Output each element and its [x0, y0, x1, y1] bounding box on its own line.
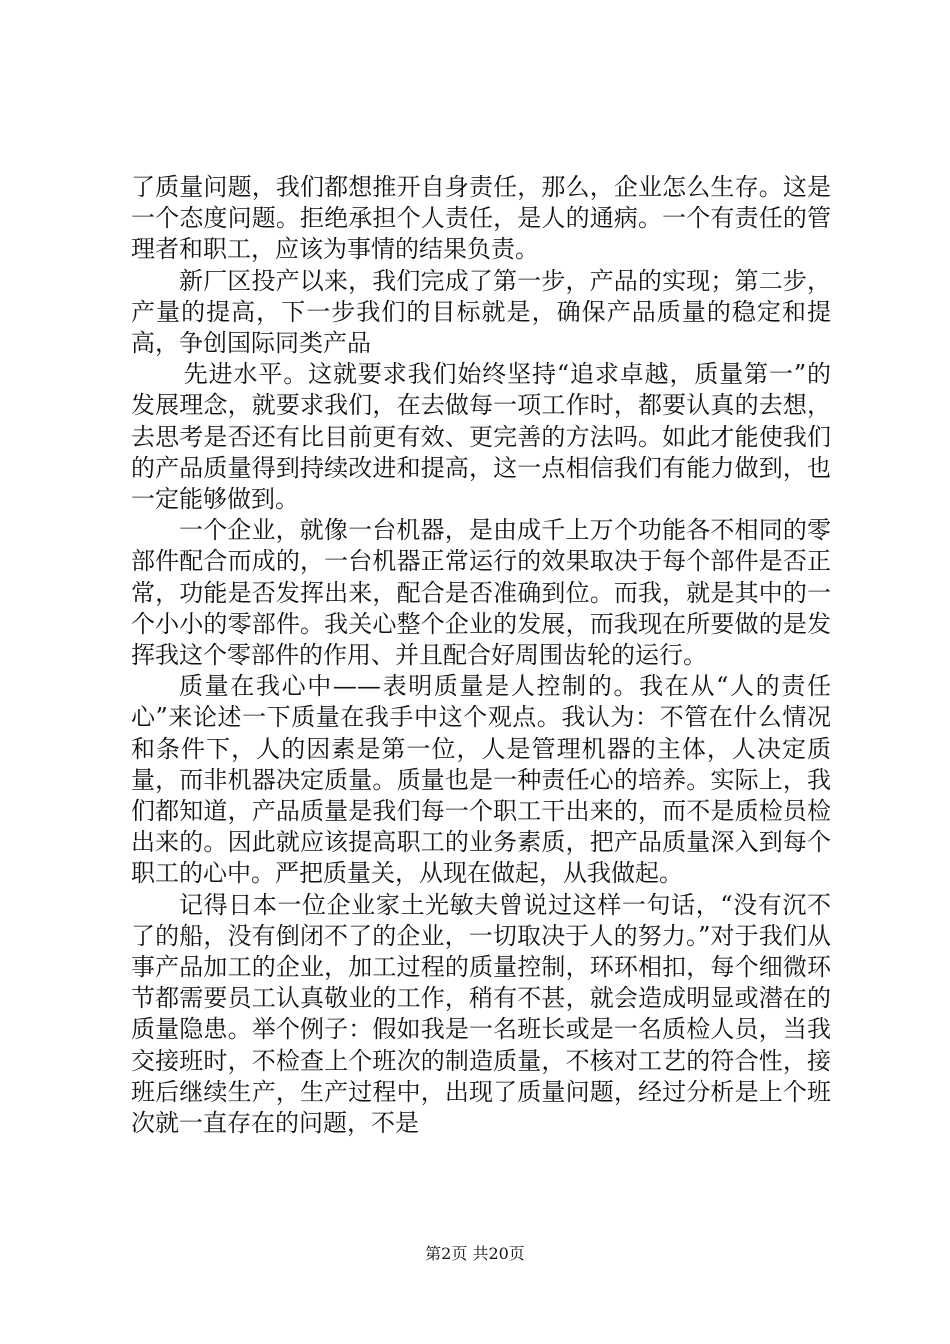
page-number-label: 第2页 共20页 — [425, 1244, 525, 1263]
paragraph-5: 质量在我心中——表明质量是人控制的。我在从“人的责任心”来论述一下质量在我手中这个观点。我认为：不管在什么情况和条件下，人的因素是第一位，人是管理机器的主体，人决定质量，而非机器决定质量。质量也是一种责任心的培养。实际上，我们都知道，产品质量是我们每一个职工干出来的，而不是质检员检出来的。因此就应该提高职工的业务素质，把产品质量深入到每个职工的心中。严把质量关，从现在做起，从我做起。 — [131, 672, 831, 888]
paragraph-3: 先进水平。这就要求我们始终坚持“追求卓越，质量第一”的发展理念，就要求我们，在去做每一项工作时，都要认真的去想，去思考是否还有比目前更有效、更完善的方法吗。如此才能使我们的产品质量得到持续改进和提高，这一点相信我们有能力做到，也一定能够做到。 — [131, 360, 831, 514]
paragraph-2: 新厂区投产以来，我们完成了第一步，产品的实现；第二步，产量的提高，下一步我们的目标就是，确保产品质量的稳定和提高，争创国际同类产品 — [131, 266, 831, 358]
page-footer — [0, 1244, 950, 1264]
document-body — [131, 172, 831, 1139]
paragraph-6: 记得日本一位企业家土光敏夫曾说过这样一句话，“没有沉不了的船，没有倒闭不了的企业，一切取决于人的努力。”对于我们从事产品加工的企业，加工过程的质量控制，环环相扣，每个细微环节都需要员工认真敬业的工作，稍有不甚，就会造成明显或潜在的质量隐患。举个例子：假如我是一名班长或是一名质检人员，当我交接班时，不检查上个班次的制造质量，不核对工艺的符合性，接班后继续生产，生产过程中，出现了质量问题，经过分析是上个班次就一直存在的问题，不是 — [131, 890, 831, 1138]
paragraph-1: 了质量问题，我们都想推开自身责任，那么，企业怎么生存。这是一个态度问题。拒绝承担个人责任，是人的通病。一个有责任的管理者和职工，应该为事情的结果负责。 — [131, 173, 831, 264]
paragraph-4: 一个企业，就像一台机器，是由成千上万个功能各不相同的零部件配合而成的，一台机器正常运行的效果取决于每个部件是否正常，功能是否发挥出来，配合是否准确到位。而我，就是其中的一个小小的零部件。我关心整个企业的发展，而我现在所要做的是发挥我这个零部件的作用、并且配合好周围齿轮的运行。 — [131, 516, 831, 670]
